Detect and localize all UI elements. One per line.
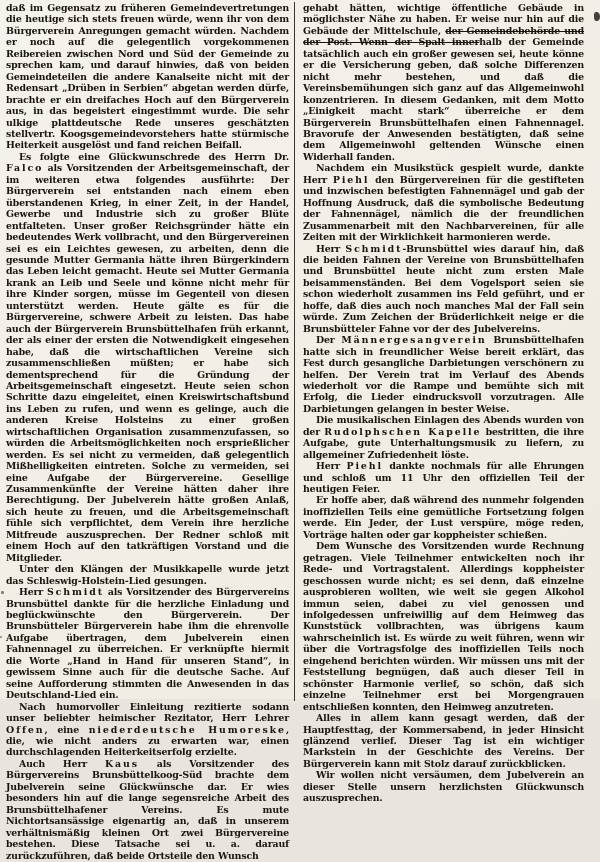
text-segment: gehabt hätten, wichtige öffentliche Gebäude in möglichster Nähe zu haben. Er weise nur hin auf die Gebäude der Mittelschule, [303, 3, 584, 37]
text-segment: Herr [19, 587, 47, 599]
text-segment: Die musikalischen Einlagen des Abends wurden von der [303, 415, 584, 438]
emphasized-name: Piehl [332, 174, 370, 186]
text-segment: Er hoffe aber, daß während des nunmehr folgenden inoffiziellen Teils eine gemütliche Fortsetzung folgen werde. Ein Jeder, der Lust verspüre, möge reden, Vorträge halten oder gar koppheister schießen. [303, 495, 584, 541]
paragraph [303, 335, 584, 415]
paragraph [6, 759, 289, 862]
emphasized-name: Falco [6, 163, 44, 175]
paragraph [303, 415, 584, 461]
text-segment: Dem Wunsche des Vorsitzenden wurde Rechnung getragen. Viele Teilnehmer entwickelten noch ihr Rede- und Vortragstalent. Allerdings koppheister geschossen wurde nicht; es sei denn, daß einzelne ausprobieren wollten, wie weit sie gegen Alkohol immun seien, dabei zu viel genossen und infolgedessen unfreiwillig auf dem Heimweg das Kunststück vollbrachten, was übrigens kaum wahrscheinlich ist. Es würde zu weit führen, wenn wir über die Vortragsfolge des inoffiziellen Teils noch eingehend berichten würden. Wir müssen uns mit der Feststellung begnügen, daß auch dieser Teil in schönster Harmonie verlief, so schön, daß sich einzelne Teilnehmer erst bei Morgengrauen entschließen konnten, den Heimweg anzutreten. [303, 541, 584, 713]
emphasized-name: Piehl [346, 461, 383, 473]
text-segment: Nachdem ein Musikstück gespielt wurde, dankte Herr [303, 163, 584, 186]
paragraph [303, 713, 584, 770]
text-segment: als Vorsitzender des Bürgervereins Brunsbüttelkoog-Süd brachte dem Jubelverein seine Glückwünsche dar. Er wies besonders hin auf die lange segensreiche Arbeit des Brunsbüttelhafener Vereins. Es mute Nichtortsansässige eigenartig an, daß in unserem verhältnismäßig kleinen Ort zwei Bürgervereine bestehen. Diese Tatsache sei u. a. darauf zurückzuführen, daß beide Ortsteile den Wunsch [6, 758, 290, 862]
emphasized-name: Offen [6, 724, 45, 736]
text-segment: dankte nochmals für alle Ehrungen und schloß um 11 Uhr den offiziellen Teil der heutigen Feier. [303, 461, 585, 496]
emphasized-name: Kaus [104, 758, 139, 770]
text-segment: halb der Gemeinde tatsächlich auch ein großer gewesen sei, heute könne er die Versicherung geben, daß solche Differenzen nicht mehr bestehen, und daß die Vereinsbemühungen sich ganz auf das Allgemeinwohl konzentrieren. In diesem Gedanken, mit dem Motto „Einigkeit macht stark“ überreiche er dem Bürgerverein Brunsbüttelhafen einen Fahnennagel. Bravorufe der Anwesenden bestätigten, daß seine dem Allgemeinwohl geltenden Wünsche einen Widerhall fanden. [303, 37, 584, 163]
paragraph [303, 541, 584, 713]
text-segment: Alles in allem kann gesagt werden, daß der Hauptfesttag, der Kommersabend, in jeder Hinsicht glänzend verlief. Dieser Tag ist ein wichtiger Markstein in der Geschichte des Vereins. Der Bürgerverein kann mit Stolz darauf zurückblicken. [303, 713, 584, 770]
text-segment: , eine [44, 724, 89, 736]
text-segment: den Bürgervereinen für die gestifteten und inzwischen befestigten Fahnennägel und gab der Hoffnung Ausdruck, daß die symbolische Bedeutung der Fahnennägel, nämlich die der freundlichen Zusammenarbeit mit den Nachbarvereinen, für alle Zeiten mit der Wirklichkeit harmonieren werde. [303, 174, 584, 244]
text-segment: als Vorsitzenden der Arbeitsgemeinschaft, der im weiteren etwa folgendes ausführte: Der Bürgerverein sei entstanden nach einem eben überstandenen Krieg, in einer Zeit, in der Handel, Gewerbe und Industrie sich zu großer Blüte entfalteten. Unser großer Reichsgründer hätte ein bedeutendes Werk vollbracht, und den Bürgervereinen sei es ein Leichtes gewesen, zu arbeiten, denn die gesunde Mutter Germania hätte ihren Bürgerkindern das Leben leicht gemacht. Heute sei Mutter Germania krank an Leib und Seele und könne nicht mehr für ihre Kinder sorgen, müsse im Gegenteil von diesen unterstützt werden. Heute gälte es für die Bürgervereine, schwere Arbeit zu leisten. Das habe auch der Bürgerverein Brunsbüttelhafen früh erkannt, der als einer der ersten die Notwendigkeit eingesehen habe, daß die wirtschaftlichen Vereine sich zusammenschließen müßten; er habe sich dementsprechend für die Gründung der Arbeitsgemeinschaft eingesetzt. Heute seien schon Schritte dazu eingeleitet, einen Kreiswirtschaftsbund ins Leben zu rufen, und wenn es gelinge, auch die anderen Kreise Holsteins zu einer großen wirtschaftlichen Organisation zusammenzufassen, so würden die Arbeitsmöglichkeiten noch ersprießlicher werden. Es sei nicht zu vermeiden, daß gelegentlich Mißhelligkeiten eintreten. Solche zu vermeiden, sei eine Aufgabe der Bürgervereine. Gesellige Zusammenkünfte der Vereine hätten daher ihre Berechtigung. Der Jubelverein hätte großen Anlaß, sich heute zu freuen, und die Arbeitsgemeinschaft fühle sich verpflichtet, dem Verein ihre herzliche Mitfreude auszusprechen. Der Redner schloß mit einem Hoch auf den tatkräftigen Vorstand und die Mitglieder. [6, 163, 289, 564]
text-segment: daß im Gegensatz zu früheren Gemeindevertretungen die heutige sich stets freuen würde, wenn ihr von dem Bürgerverein Anregungen gemacht würden. Nachdem er noch auf die gelegentlich vorgekommenen Reibereien zwischen Nord und Süd der Gemeinde zu sprechen kam, und darauf hinwies, daß von beiden Gemeindeteilen die andere Kanalseite nicht mit der Redensart „Drüben in Serbien“ abgetan werden dürfe, brachte er ein dreifaches Hoch auf den Bürgerverein aus, in das begeistert eingestimmt wurde. Die sehr ulkige plattdeutsche Rede unseres geschätzten stellvertr. Koogsgemeindevorstehers hatte stürmische Heiterkeit ausgelöst und fand reichen Beifall. [6, 3, 289, 152]
text-segment: Herr [316, 461, 347, 473]
paragraph [6, 152, 289, 564]
struck-text: der Gemeindebehörde und der Post. Wenn der Spalt inner [303, 25, 585, 49]
paragraph [6, 3, 289, 152]
text-segment: -Brunsbüttel wies darauf hin, daß die beiden Fahnen der Vereine von Brunsbüttelhafen und Brunsbüttel heute nicht zum ersten Male beisammenständen. Bei dem Vogelsport seien sie schon wiederholt zusammen ins Feld geführt, und er hoffe, daß dies auch noch manches Mal der Fall sein würde. Zum Zeichen der Brüderlichkeit neige er die Brunsbütteler Fahne vor der des Jubelvereins. [303, 243, 584, 335]
text-segment: Brunsbüttelhafen hatte sich in freundlicher Weise bereit erklärt, das Fest durch gesangliche Darbietungen verschönern zu helfen. Der Verein trat im Verlauf des Abends wiederholt vor die Rampe und bemühte sich mit Erfolg, die Lieder eindrucksvoll vorzutragen. Alle Darbietungen gelangen in bester Weise. [303, 335, 584, 415]
text-segment: Auch Herr [19, 758, 105, 770]
paragraph [303, 3, 584, 163]
text-segment: Herr [316, 243, 346, 255]
emphasized-name: Rudolphschen Kapelle [324, 426, 482, 438]
paragraph [303, 163, 584, 243]
emphasized-name: Schmidt [46, 587, 104, 599]
paragraph [6, 702, 289, 759]
paragraph [303, 770, 584, 804]
ink-smudge [0, 636, 2, 638]
text-segment: , die, wie nicht anders zu erwarten war, einen durchschlagenden Heiterkeitserfolg erzielte. [6, 724, 290, 759]
text-segment: Wir wollen nicht versäumen, dem Jubelverein an dieser Stelle unsern herzlichsten Glückwunsch auszusprechen. [303, 770, 584, 805]
column-left [4, 2, 294, 862]
emphasized-name: Schmidt [345, 243, 403, 255]
text-segment: Es folgte eine Glückwunschrede des Herrn Dr. [19, 151, 289, 163]
text-segment: Der [316, 335, 342, 347]
paragraph [6, 564, 289, 587]
text-segment: als Vorsitzender des Bürgervereins Brunsbüttel dankte für die herzliche Einladung und beglückwünschte den Bürgerverein. Der Brunsbütteler Bürgerverein habe ihm die ehrenvolle Aufgabe übertragen, dem Jubelverein einen Fahnennagel zu überreichen. Er verknüpfte hiermit die Worte „Hand in Hand für unseren Stand“, in gewissem Sinne auch für die deutsche Sache. Auf seine Aufforderung stimmten die Anwesenden in das Deutschland-Lied ein. [6, 587, 289, 702]
ink-smudge [1, 591, 4, 594]
emphasized-name: Männergesangverein [341, 335, 487, 347]
paragraph [303, 495, 584, 541]
text-segment: bestritten, die ihre Aufgabe, gute Unterhaltungsmusik zu liefern, zu allgemeiner Zufriedenheit löste. [303, 426, 584, 461]
ink-smudge [594, 12, 600, 21]
paragraph [303, 461, 584, 495]
paragraph [303, 244, 584, 336]
text-segment: Nach humorvoller Einleitung rezitierte sodann unser beliebter heimischer Rezitator, Herr Lehrer [6, 701, 289, 725]
paragraph [6, 587, 289, 702]
emphasized-name: niederdeutsche Humoreske [88, 724, 286, 736]
column-right [295, 2, 585, 805]
text-segment: Unter den Klängen der Musikkapelle wurde jetzt das Schleswig-Holstein-Lied gesungen. [6, 564, 289, 587]
